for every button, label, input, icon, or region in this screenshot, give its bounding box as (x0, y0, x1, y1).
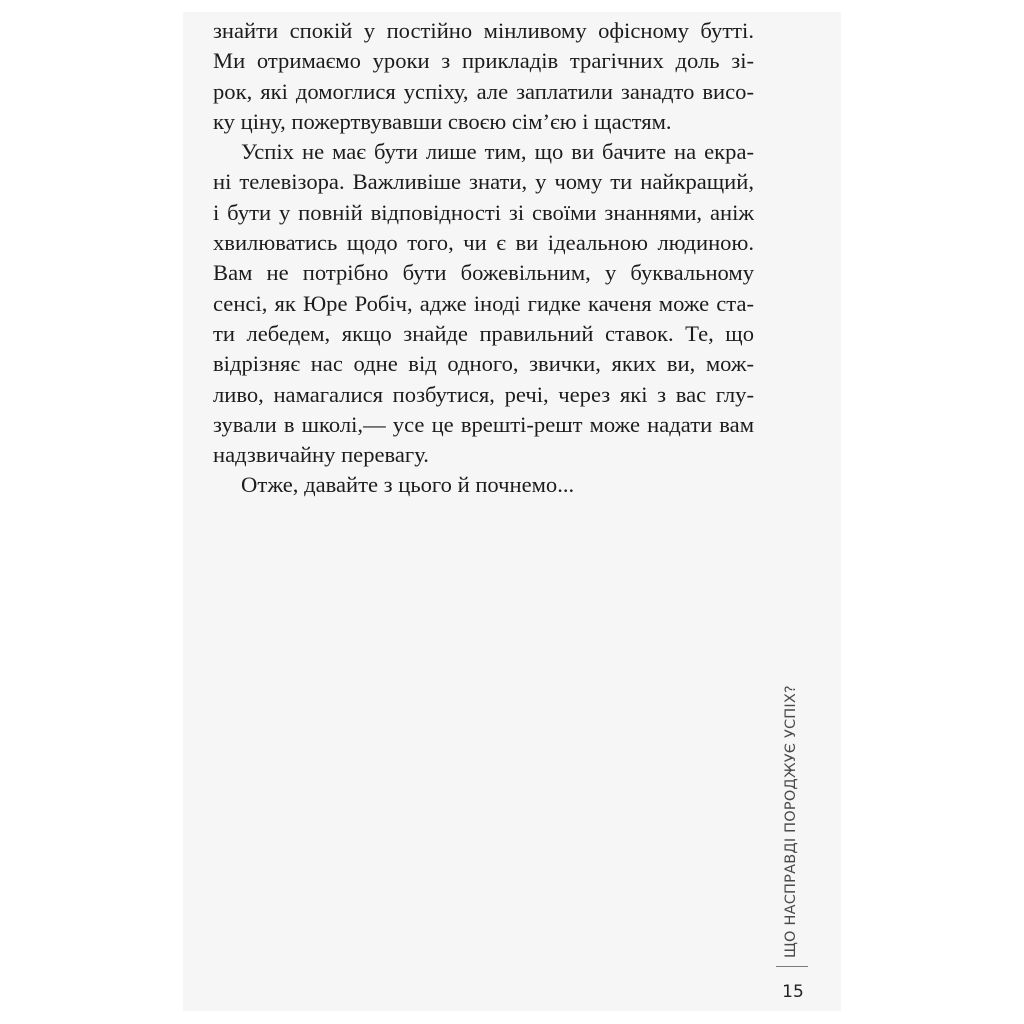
page-number: 15 (782, 982, 804, 1002)
text-line: і бути у повній відповідності зі своїми знаннями, аніж (213, 199, 754, 225)
text-line: Ми отримаємо уроки з прикладів трагічних доль зі- (213, 48, 754, 74)
text-line: ливо, намагалися позбутися, речі, через які з вас глу- (213, 381, 754, 407)
text-line: Вам не потрібно бути божевільним, у буквальному (213, 260, 754, 286)
book-page (183, 12, 841, 1011)
running-head-divider (776, 966, 808, 967)
text-line: Успіх не має бути лише тим, що ви бачите на екра- (241, 139, 754, 165)
running-head: ЩО НАСПРАВДІ ПОРОДЖУЄ УСПІХ? (783, 685, 799, 958)
text-line: знайти спокій у постійно мінливому офісному бутті. (213, 18, 754, 43)
text-line: хвилюватись щодо того, чи є ви ідеальною людиною. (213, 230, 754, 256)
text-line: відрізняє нас одне від одного, звички, яких ви, мож- (213, 351, 754, 377)
text-line: Отже, давайте з цього й почнемо... (241, 472, 575, 498)
text-line: ку ціну, пожертвувавши своєю сім’єю і щастям. (213, 108, 672, 134)
text-line: ні телевізора. Важливіше знати, у чому ти найкращий, (213, 169, 754, 195)
text-line: рок, які домоглися успіху, але заплатили занадто висо- (213, 78, 754, 104)
body-text (213, 16, 754, 501)
text-line: надзвичайну перевагу. (213, 442, 429, 468)
text-line: сенсі, як Юре Робіч, адже іноді гидке каченя може ста- (213, 290, 754, 316)
text-line: ти лебедем, якщо знайде правильний ставок. Те, що (213, 320, 754, 346)
text-line: зували в школі,— усе це врешті-решт може надати вам (213, 411, 754, 437)
